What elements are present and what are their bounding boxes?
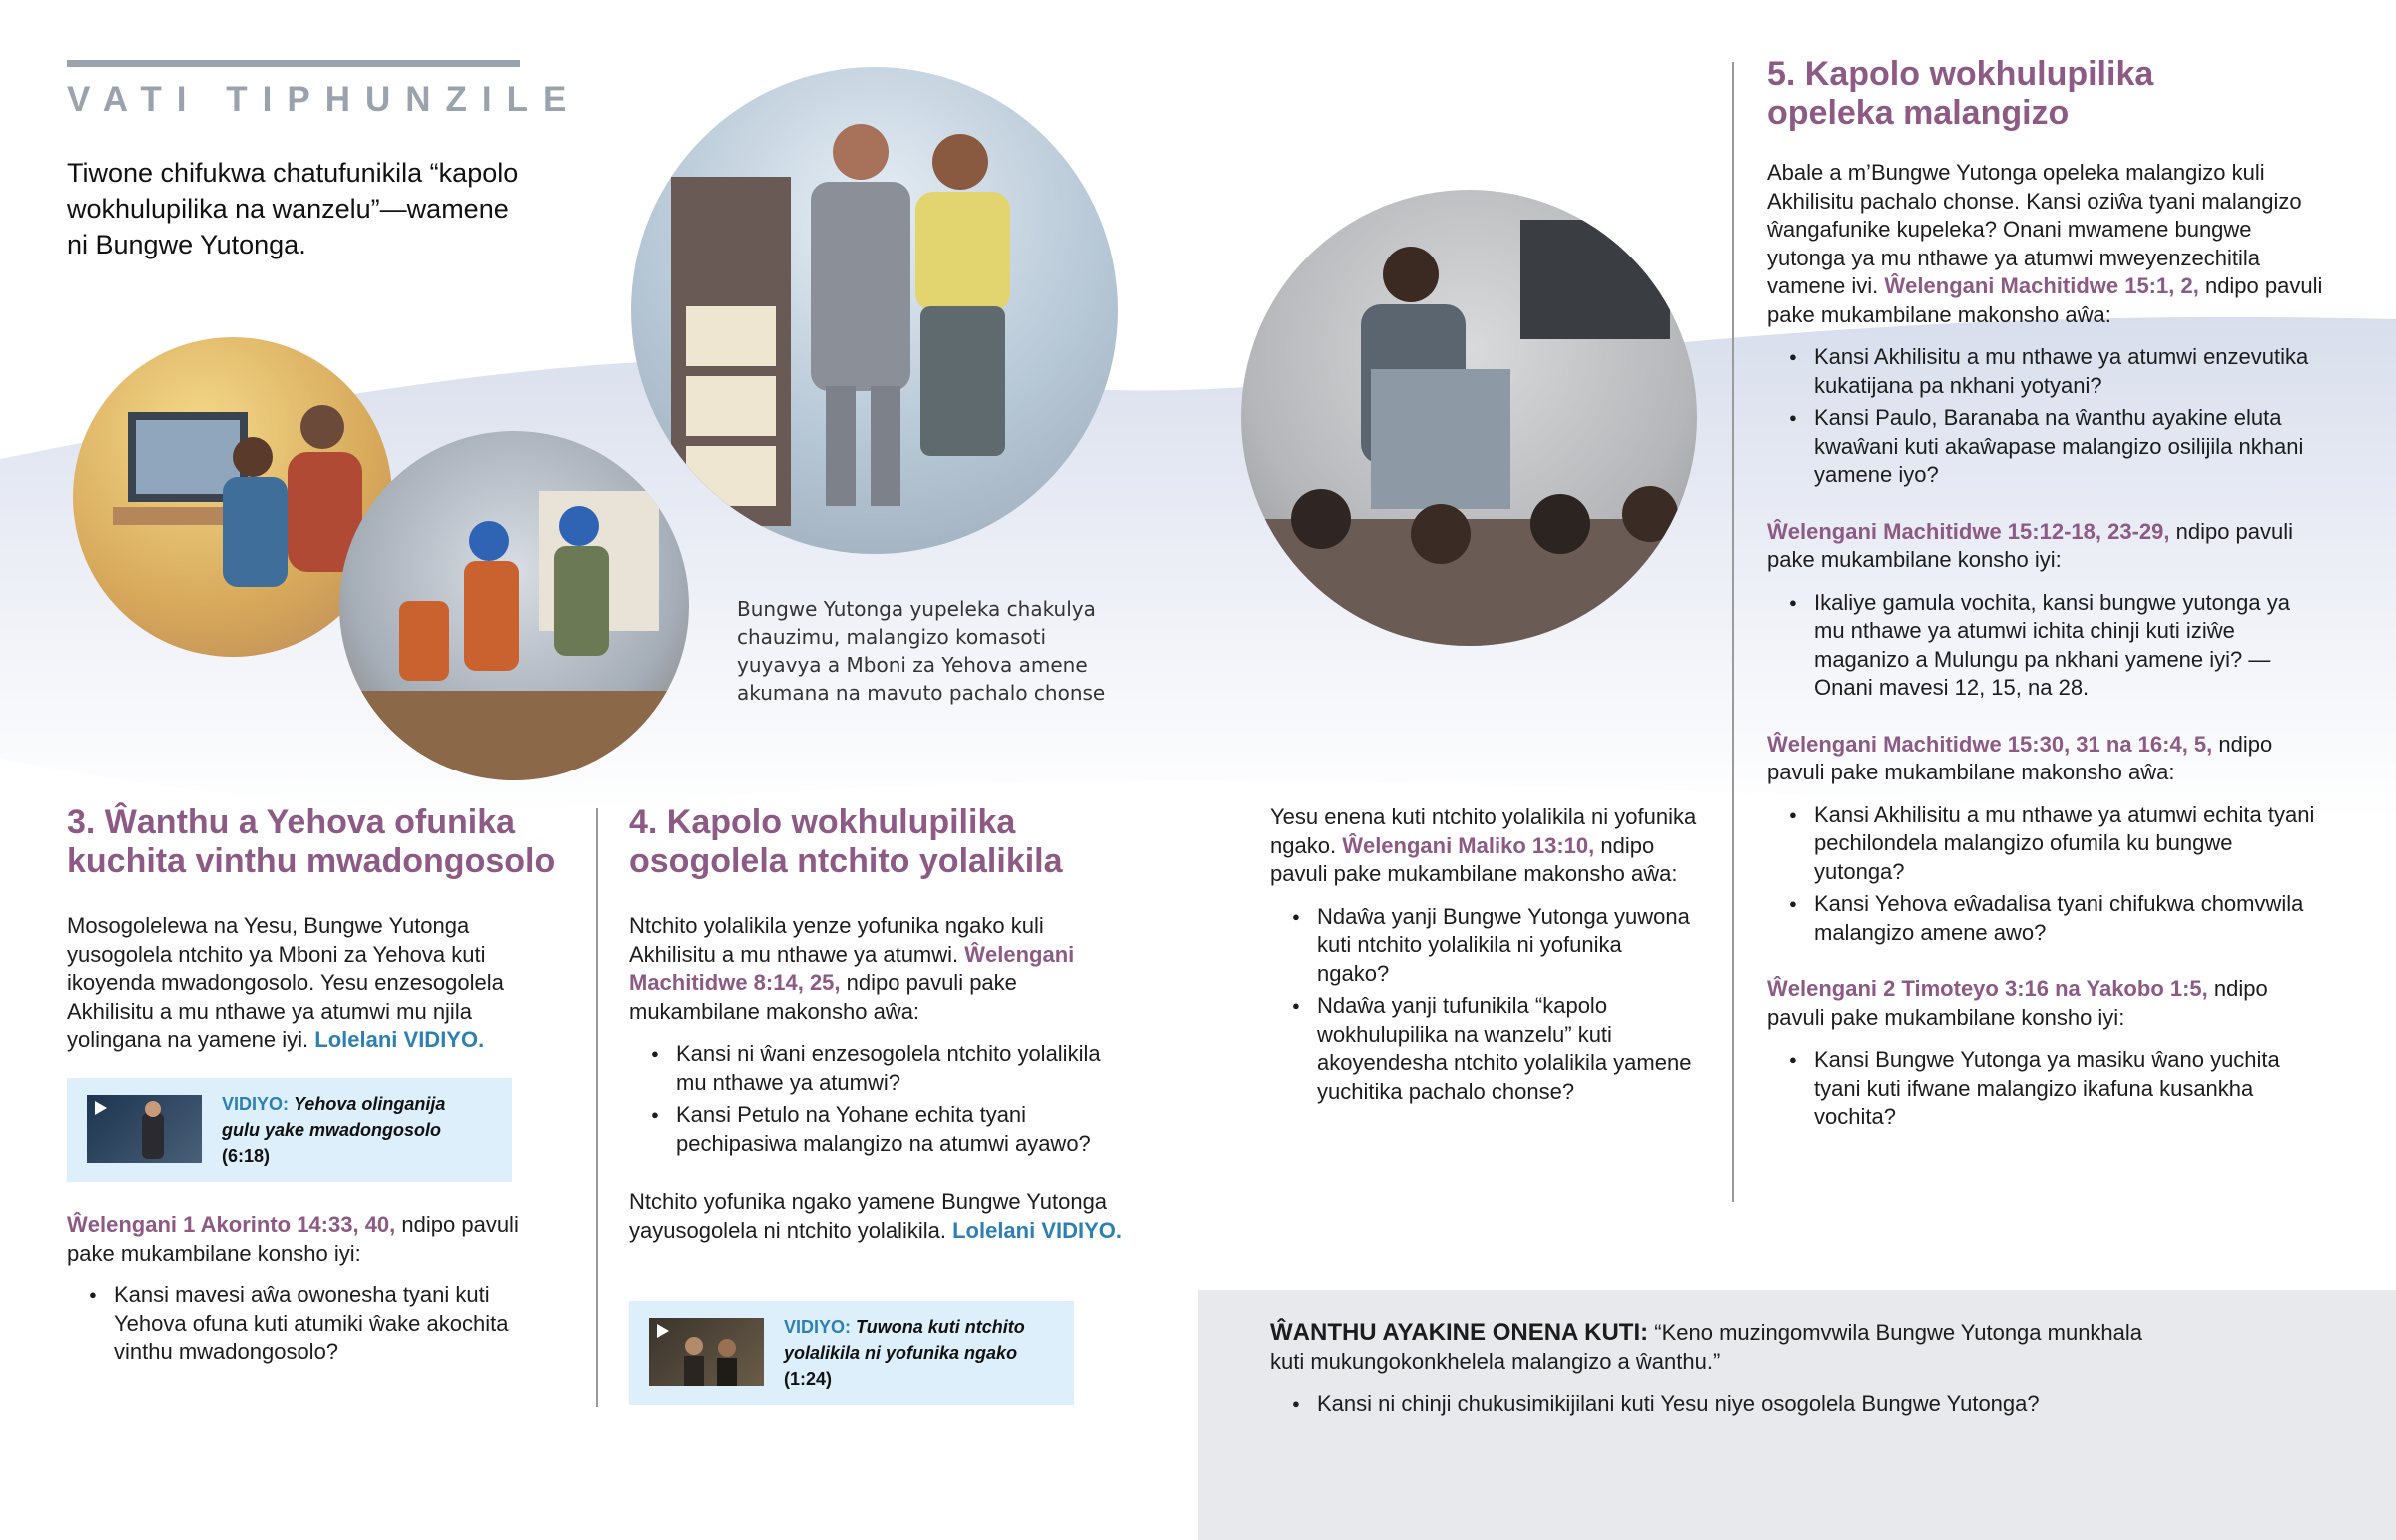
section-3-video-box[interactable]	[67, 1078, 512, 1182]
play-icon	[649, 1318, 764, 1386]
column-divider	[596, 808, 598, 1407]
section-5-title: 5. Kapolo wokhulupilika opeleka malangizo	[1767, 55, 2154, 132]
play-icon	[87, 1095, 202, 1163]
section-3-title: 3. Ŵanthu a Yehova ofunika kuchita vinthu mwadongosolo	[67, 803, 556, 880]
section-5-scripture-ref-4: Ŵelengani 2 Timoteyo 3:16 na Yakobo 1:5,	[1767, 976, 2208, 1001]
section-4b-scripture-ref: Ŵelengani Maliko 13:10,	[1342, 832, 1595, 858]
illustration-caption: Bungwe Yutonga yupeleka chakulya chauzimu, malangizo komasoti yuyavya a Mboni za Yehova amene akumana na mavuto pachalo chonse	[737, 597, 1106, 705]
recap-intro: Tiwone chifukwa chatufunikila “kapolo wokhulupilika na wanzelu”—wamene ni Bungwe Yutonga.	[67, 158, 519, 259]
section-3	[67, 803, 566, 1055]
section-4-question: ● Kansi Petulo na Yohane echita tyani pechipasiwa malangizo na atumwi ayawo?	[629, 1101, 1128, 1158]
section-4b-question: ● Ndaŵa yanji tufunikila “kapolo wokhulupilika na wanzelu” kuti akoyendesha ntchito yolalikila yamene yuchitika pachalo chonse?	[1270, 992, 1699, 1106]
workers-icon	[339, 431, 689, 780]
section-5-question: ● Kansi Paulo, Baranaba na ŵanthu ayakine eluta kwaŵani kuti akaŵapase malangizo osilijila nkhani yamene iyo?	[1767, 404, 2326, 490]
section-3-scripture-ref: Ŵelengani 1 Akorinto 14:33, 40,	[67, 1212, 396, 1237]
section-3-video-title: VIDIYO: Yehova olinganija gulu yake mwadongosolo (6:18)	[222, 1094, 446, 1166]
others-say	[1270, 1319, 2148, 1419]
section-5: 5. Kapolo wokhulupilika opeleka malangizo Abale a m’Bungwe Yutonga opeleka malangizo kuli Akhilisitu pachalo chonse. Kansi oziŵa tyani malangizo ŵangafunike kupeleka? Onani mwamene bungwe yutonga ya mu nthawe ya atumwi mweyenzechitila vamene ivi. Ŵelengani Machitidwe 15:1, 2, ndipo pavuli pake mukambilane makonsho aŵa: ● Kansi Akhilisitu a mu nthawe ya atumwi enzevutika kukatijana pa nkhani yotyani? ● Kansi Paulo, Baranaba na ŵanthu ayakine eluta kwaŵani kuti akaŵapase malangizo osilijila nkhani yamene iyo? Ŵelengani Machitidwe 15:12-18, 23-29, ndipo pavuli pake mukambilane konsho iyi: ● Ikaliye gamula vochita, kansi bungwe yutonga ya mu nthawe ya atumwi ichita chinji kuti iziŵe maganizo a Mulungu pa nkhani yamene iyi? —Onani mavesi 12, 15, na 28. Ŵelengani Machitidwe 15:30, 31 na 16:4, 5, ndipo pavuli pake mukambilane makonsho aŵa: ● Kansi Akhilisitu a mu nthawe ya atumwi echita tyani pechilondela malangizo ofumila ku bungwe yutonga? ● Kansi Yehova eŵadalisa tyani chifukwa chomvwila malangizo amene awo? Ŵelengani 2 Timoteyo 3:16 na Yakobo 1:5, ndipo pavuli pake mukambilane konsho iyi: ● Kansi Bungwe Yutonga ya masiku ŵano yuchita tyani kuti ifwane malangizo ikafuna kusankha vochita?	[1767, 55, 2326, 1132]
section-4-video-link[interactable]: Lolelani VIDIYO.	[952, 1217, 1123, 1243]
recap-heading: VATI TIPHUNZILE	[67, 80, 582, 119]
section-4-question: ● Kansi ni ŵani enzesogolela ntchito yolalikila mu nthawe ya atumwi?	[629, 1040, 1128, 1097]
section-5-question: ● Ikaliye gamula vochita, kansi bungwe yutonga ya mu nthawe ya atumwi ichita chinji kuti iziŵe maganizo a Mulungu pa nkhani yamene iyi? —Onani mavesi 12, 15, na 28.	[1767, 589, 2326, 703]
illustration-relief-workers	[339, 431, 689, 780]
section-5-question: ● Kansi Akhilisitu a mu nthawe ya atumwi echita tyani pechilondela malangizo ofumila ku bungwe yutonga?	[1767, 801, 2326, 887]
section-3-body: Mosogolelewa na Yesu, Bungwe Yutonga yusogolela ntchito ya Mboni za Yehova kuti ikoyenda mwadongosolo. Yesu enzesogolela Akhilisitu a mu nthawe ya atumwi mu njila yolingana na yamene iyi. Lolelani VIDIYO.	[67, 913, 504, 1052]
recap-top-rule	[67, 60, 520, 67]
section-5-question: ● Kansi Bungwe Yutonga ya masiku ŵano yuchita tyani kuti ifwane malangizo ikafuna kusankha vochita?	[1767, 1046, 2326, 1132]
section-3-questions: Ŵelengani 1 Akorinto 14:33, 40, ndipo pavuli pake mukambilane konsho iyi: ● Kansi mavesi aŵa owonesha tyani kuti Yehova ofuna kuti atumiki ŵake akochita vinthu mwadongosolo?	[67, 1211, 566, 1367]
section-4-video-title: VIDIYO: Tuwona kuti ntchito yolalikila ni yofunika ngako (1:24)	[784, 1317, 1025, 1389]
section-4-continued: Yesu enena kuti ntchito yolalikila ni yofunika ngako. Ŵelengani Maliko 13:10, ndipo pavuli pake mukambilane makonsho aŵa: ● Ndaŵa yanji Bungwe Yutonga yuwona kuti ntchito yolalikila ni yofunika ngako? ● Ndaŵa yanji tufunikila “kapolo wokhulupilika na wanzelu” kuti akoyendesha ntchito yolalikila yamene yuchitika pachalo chonse?	[1270, 803, 1699, 1106]
section-5-scripture-ref-1: Ŵelengani Machitidwe 15:1, 2,	[1884, 273, 2199, 298]
section-4-title: 4. Kapolo wokhulupilika osogolela ntchito yolalikila	[629, 803, 1063, 880]
section-4b-question: ● Ndaŵa yanji Bungwe Yutonga yuwona kuti ntchito yolalikila ni yofunika ngako?	[1270, 903, 1699, 989]
section-4-scripture-ref: Ŵelengani Machitidwe 8:14, 25,	[629, 941, 1075, 995]
others-say-quote: “Keno muzingomvwila Bungwe Yutonga munkhala kuti mukungokonkhelela malangizo a ŵanthu.”	[1270, 1320, 2143, 1374]
section-5-scripture-ref-2: Ŵelengani Machitidwe 15:12-18, 23-29,	[1767, 518, 2170, 544]
others-say-label: ŴANTHU AYAKINE ONENA KUTI:	[1270, 1319, 1649, 1346]
others-say-question: ● Kansi ni chinji chukusimikijilani kuti Yesu niye osogolela Bungwe Yutonga?	[1270, 1390, 2148, 1419]
video-thumbnail[interactable]	[87, 1095, 202, 1163]
illustration-couple-with-literature-cart	[631, 67, 1118, 554]
section-4: 4. Kapolo wokhulupilika osogolela ntchito yolalikila Ntchito yolalikila yenze yofunika ngako kuli Akhilisitu a mu nthawe ya atumwi. Ŵelengani Machitidwe 8:14, 25, ndipo pavuli pake mukambilane makonsho aŵa: ● Kansi ni ŵani enzesogolela ntchito yolalikila mu nthawe ya atumwi? ● Kansi Petulo na Yohane echita tyani pechipasiwa malangizo na atumwi ayawo? Ntchito yofunika ngako yamene Bungwe Yutonga yayusogolela ni ntchito yolalikila. Lolelani VIDIYO.	[629, 803, 1128, 1245]
section-3-video-link[interactable]: Lolelani VIDIYO.	[314, 1027, 485, 1052]
section-5-question: ● Kansi Akhilisitu a mu nthawe ya atumwi enzevutika kukatijana pa nkhani yotyani?	[1767, 343, 2326, 400]
section-5-question: ● Kansi Yehova eŵadalisa tyani chifukwa chomvwila malangizo amene awo?	[1767, 890, 2326, 947]
section-3-question: ● Kansi mavesi aŵa owonesha tyani kuti Yehova ofuna kuti atumiki ŵake akochita vinthu mwadongosolo?	[67, 1282, 566, 1367]
section-5-scripture-ref-3: Ŵelengani Machitidwe 15:30, 31 na 16:4, 5,	[1767, 731, 2213, 757]
podium-icon	[1241, 190, 1697, 646]
section-4-video-box[interactable]	[629, 1301, 1074, 1405]
video-thumbnail[interactable]	[649, 1318, 764, 1386]
literature-cart-icon	[631, 67, 1118, 554]
column-divider	[1732, 62, 1734, 1202]
illustration-speaker-at-podium	[1241, 190, 1697, 646]
